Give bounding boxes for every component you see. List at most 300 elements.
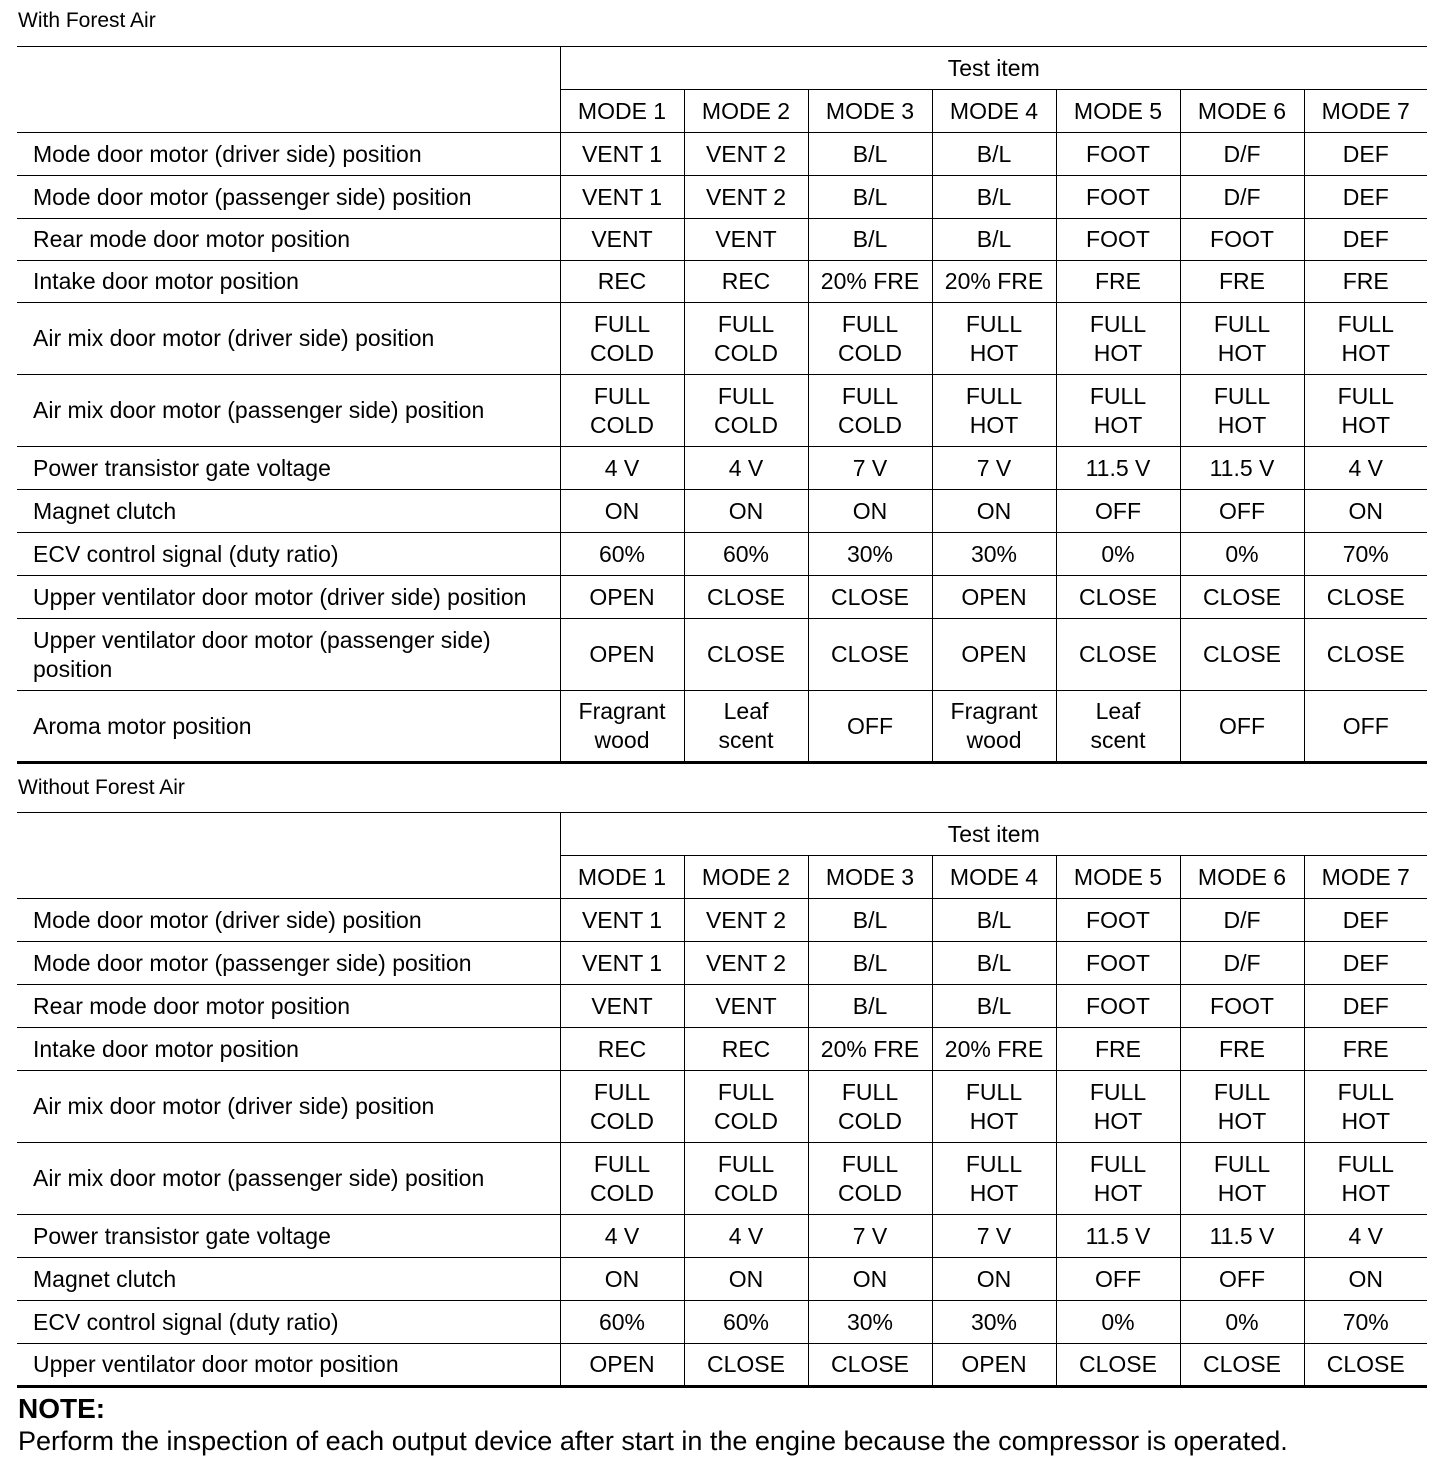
value-cell-mode-6	[1180, 447, 1304, 490]
note-text: Perform the inspection of each output device after start in the engine because the compressor is operated.	[18, 1426, 1288, 1456]
value-cell-mode-6	[1180, 133, 1304, 176]
value-cell-mode-1	[560, 691, 684, 763]
value-cell-mode-5	[1056, 447, 1180, 490]
value-cell-mode-7	[1304, 1301, 1427, 1344]
cell-text: COLD	[714, 1179, 778, 1206]
cell-text: COLD	[590, 1179, 654, 1206]
cell-text: HOT	[1217, 411, 1267, 438]
cell-text: HOT	[969, 339, 1019, 366]
note-block	[18, 1392, 1438, 1458]
cell-text: FULL	[593, 1150, 651, 1177]
value-cell-mode-2	[684, 985, 808, 1028]
value-cell-mode-4	[932, 1028, 1056, 1071]
mode-header-2: MODE 2	[684, 90, 808, 133]
value-cell-mode-5	[1056, 261, 1180, 303]
row-label: Upper ventilator door motor position	[17, 1344, 560, 1387]
value-cell-mode-7	[1304, 176, 1427, 219]
value-cell-mode-7	[1304, 533, 1427, 576]
value-cell-mode-5	[1056, 1215, 1180, 1258]
cell-text: B/L	[852, 992, 888, 1019]
value-cell-mode-7	[1304, 619, 1427, 691]
value-cell-mode-6	[1180, 261, 1304, 303]
value-cell-mode-2	[684, 1301, 808, 1344]
cell-text: 0%	[1225, 1308, 1259, 1335]
cell-text: HOT	[1093, 339, 1143, 366]
cell-text: scent	[718, 727, 774, 753]
value-cell-mode-2	[684, 1258, 808, 1301]
cell-text: COLD	[590, 411, 654, 438]
mode-header-5: MODE 5	[1056, 856, 1180, 899]
value-cell-mode-7	[1304, 1344, 1427, 1387]
row-label: Intake door motor position	[17, 261, 560, 303]
cell-text: D/F	[1223, 949, 1261, 976]
value-cell-mode-6	[1180, 576, 1304, 619]
value-cell-mode-4	[932, 1143, 1056, 1215]
value-cell-mode-2	[684, 1143, 808, 1215]
cell-text: OFF	[1095, 497, 1141, 524]
cell-text: 0%	[1101, 1308, 1135, 1335]
mode-header-6: MODE 6	[1180, 90, 1304, 133]
cell-text: OPEN	[961, 583, 1027, 610]
cell-text: COLD	[838, 411, 902, 438]
value-cell-mode-6	[1180, 303, 1304, 375]
cell-text: 11.5 V	[1085, 454, 1151, 481]
cell-text: VENT 1	[581, 140, 663, 167]
cell-text: VENT	[591, 992, 653, 1019]
value-cell-mode-1	[560, 303, 684, 375]
value-cell-mode-4	[932, 375, 1056, 447]
cell-text: FULL	[717, 382, 775, 409]
section-title-with-forest-air: With Forest Air	[18, 9, 156, 32]
value-cell-mode-2	[684, 447, 808, 490]
cell-text: FULL	[1337, 382, 1394, 409]
value-cell-mode-6	[1180, 1301, 1304, 1344]
cell-text: 70%	[1342, 1308, 1389, 1335]
value-cell-mode-7	[1304, 1258, 1427, 1301]
table-row	[17, 1301, 1427, 1344]
cell-text: 30%	[970, 540, 1018, 567]
value-cell-mode-1	[560, 261, 684, 303]
value-cell-mode-7	[1304, 942, 1427, 985]
cell-text: OPEN	[961, 1351, 1027, 1377]
cell-text: FOOT	[1210, 226, 1274, 252]
value-cell-mode-4	[932, 303, 1056, 375]
cell-text: B/L	[976, 226, 1012, 252]
mode-header-1: MODE 1	[560, 90, 684, 133]
value-cell-mode-6	[1180, 176, 1304, 219]
value-cell-mode-6	[1180, 1344, 1304, 1387]
cell-text: 20% FRE	[944, 268, 1044, 294]
cell-text: Leaf	[1095, 698, 1141, 724]
cell-text: REC	[597, 1035, 647, 1062]
cell-text: FRE	[1219, 268, 1265, 294]
cell-text: Fragrant	[578, 698, 666, 724]
cell-text: 30%	[970, 1308, 1018, 1335]
cell-text: COLD	[714, 339, 778, 366]
value-cell-mode-5	[1056, 490, 1180, 533]
value-cell-mode-5	[1056, 176, 1180, 219]
cell-text: FOOT	[1086, 949, 1150, 976]
cell-text: OFF	[1219, 712, 1265, 739]
cell-text: 20% FRE	[820, 1035, 920, 1062]
cell-text: ON	[852, 1265, 888, 1292]
mode-header-3: MODE 3	[808, 90, 932, 133]
mode-header-4: MODE 4	[932, 90, 1056, 133]
row-label: Mode door motor (driver side) position	[17, 133, 560, 176]
value-cell-mode-2	[684, 899, 808, 942]
cell-text: CLOSE	[1326, 641, 1405, 667]
value-cell-mode-1	[560, 490, 684, 533]
row-label: Magnet clutch	[17, 1258, 560, 1301]
value-cell-mode-1	[560, 1143, 684, 1215]
row-label: Upper ventilator door motor (passenger side) position	[17, 619, 560, 691]
cell-text: FULL	[841, 382, 899, 409]
value-cell-mode-6	[1180, 899, 1304, 942]
value-cell-mode-7	[1304, 576, 1427, 619]
value-cell-mode-3	[808, 1301, 932, 1344]
cell-text: FRE	[1095, 1035, 1141, 1062]
cell-text: REC	[721, 268, 771, 294]
cell-text: CLOSE	[831, 583, 909, 610]
cell-text: 60%	[722, 540, 770, 567]
value-cell-mode-6	[1180, 619, 1304, 691]
cell-text: REC	[597, 268, 647, 294]
table-row	[17, 985, 1427, 1028]
cell-text: FOOT	[1086, 226, 1150, 252]
cell-text: VENT 2	[705, 140, 787, 167]
cell-text: 4 V	[604, 454, 640, 481]
table-row	[17, 576, 1427, 619]
cell-text: FULL	[965, 1078, 1023, 1105]
cell-text: CLOSE	[1326, 583, 1405, 610]
cell-text: FULL	[841, 1078, 899, 1105]
cell-text: B/L	[976, 992, 1012, 1019]
value-cell-mode-4	[932, 985, 1056, 1028]
value-cell-mode-2	[684, 533, 808, 576]
cell-text: CLOSE	[831, 1351, 909, 1377]
cell-text: OFF	[1219, 1265, 1265, 1292]
cell-text: COLD	[838, 1179, 902, 1206]
table-row	[17, 942, 1427, 985]
cell-text: wood	[594, 727, 650, 753]
value-cell-mode-5	[1056, 1258, 1180, 1301]
value-cell-mode-1	[560, 1344, 684, 1387]
cell-text: HOT	[1093, 411, 1143, 438]
value-cell-mode-4	[932, 490, 1056, 533]
test-item-table-with-forest-air	[17, 46, 1427, 764]
value-cell-mode-3	[808, 1143, 932, 1215]
value-cell-mode-4	[932, 261, 1056, 303]
value-cell-mode-3	[808, 1215, 932, 1258]
cell-text: COLD	[590, 1107, 654, 1134]
cell-text: FULL	[1337, 310, 1394, 337]
value-cell-mode-6	[1180, 490, 1304, 533]
mode-header-1: MODE 1	[560, 856, 684, 899]
cell-text: wood	[966, 727, 1022, 753]
value-cell-mode-7	[1304, 1028, 1427, 1071]
cell-text: FULL	[593, 310, 651, 337]
cell-text: FULL	[717, 310, 775, 337]
cell-text: 11.5 V	[1209, 1222, 1275, 1249]
value-cell-mode-4	[932, 576, 1056, 619]
value-cell-mode-4	[932, 942, 1056, 985]
cell-text: FULL	[1213, 310, 1271, 337]
value-cell-mode-1	[560, 1258, 684, 1301]
value-cell-mode-5	[1056, 985, 1180, 1028]
value-cell-mode-5	[1056, 1344, 1180, 1387]
value-cell-mode-6	[1180, 533, 1304, 576]
cell-text: DEF	[1342, 992, 1389, 1019]
cell-text: 11.5 V	[1085, 1222, 1151, 1249]
table-row	[17, 133, 1427, 176]
cell-text: ON	[728, 497, 764, 524]
cell-text: 30%	[846, 540, 894, 567]
cell-text: COLD	[714, 1107, 778, 1134]
cell-text: ON	[1348, 497, 1383, 524]
value-cell-mode-5	[1056, 1028, 1180, 1071]
cell-text: scent	[1090, 727, 1146, 753]
value-cell-mode-7	[1304, 1143, 1427, 1215]
value-cell-mode-7	[1304, 375, 1427, 447]
value-cell-mode-4	[932, 619, 1056, 691]
value-cell-mode-1	[560, 447, 684, 490]
cell-text: CLOSE	[831, 641, 909, 667]
value-cell-mode-6	[1180, 691, 1304, 763]
row-label: Power transistor gate voltage	[17, 1215, 560, 1258]
cell-text: B/L	[976, 949, 1012, 976]
value-cell-mode-5	[1056, 375, 1180, 447]
test-item-header: Test item	[560, 813, 1427, 856]
cell-text: 4 V	[1348, 1222, 1384, 1249]
cell-text: VENT	[715, 992, 777, 1019]
cell-text: ON	[604, 1265, 640, 1292]
value-cell-mode-2	[684, 176, 808, 219]
cell-text: FULL	[1213, 1150, 1271, 1177]
value-cell-mode-1	[560, 1071, 684, 1143]
cell-text: HOT	[969, 411, 1019, 438]
cell-text: 70%	[1342, 540, 1389, 567]
cell-text: ON	[728, 1265, 764, 1292]
value-cell-mode-4	[932, 691, 1056, 763]
cell-text: CLOSE	[1203, 1351, 1281, 1377]
value-cell-mode-2	[684, 261, 808, 303]
cell-text: FULL	[965, 310, 1023, 337]
value-cell-mode-7	[1304, 219, 1427, 261]
cell-text: 7 V	[976, 1222, 1012, 1249]
cell-text: ON	[604, 497, 640, 524]
value-cell-mode-5	[1056, 691, 1180, 763]
cell-text: 7 V	[976, 454, 1012, 481]
cell-text: 60%	[598, 540, 646, 567]
value-cell-mode-7	[1304, 1215, 1427, 1258]
cell-text: OPEN	[589, 641, 655, 667]
value-cell-mode-5	[1056, 619, 1180, 691]
row-label: ECV control signal (duty ratio)	[17, 1301, 560, 1344]
cell-text: OPEN	[961, 641, 1027, 667]
value-cell-mode-1	[560, 176, 684, 219]
cell-text: HOT	[1217, 339, 1267, 366]
cell-text: FRE	[1342, 268, 1389, 294]
header-corner	[17, 813, 560, 899]
cell-text: B/L	[852, 140, 888, 167]
cell-text: ON	[1348, 1265, 1383, 1292]
cell-text: DEF	[1342, 906, 1389, 933]
cell-text: 60%	[598, 1308, 646, 1335]
cell-text: VENT	[591, 226, 653, 252]
value-cell-mode-3	[808, 1344, 932, 1387]
value-cell-mode-6	[1180, 985, 1304, 1028]
row-label: Aroma motor position	[17, 691, 560, 763]
row-label: Rear mode door motor position	[17, 985, 560, 1028]
cell-text: D/F	[1223, 906, 1261, 933]
value-cell-mode-6	[1180, 1071, 1304, 1143]
cell-text: ON	[852, 497, 888, 524]
value-cell-mode-3	[808, 942, 932, 985]
value-cell-mode-1	[560, 576, 684, 619]
table-row	[17, 533, 1427, 576]
cell-text: 0%	[1225, 540, 1259, 567]
mode-header-3: MODE 3	[808, 856, 932, 899]
table-row	[17, 1258, 1427, 1301]
value-cell-mode-2	[684, 619, 808, 691]
cell-text: FULL	[1337, 1150, 1394, 1177]
value-cell-mode-4	[932, 219, 1056, 261]
value-cell-mode-3	[808, 619, 932, 691]
cell-text: FOOT	[1086, 183, 1150, 210]
cell-text: FULL	[593, 382, 651, 409]
value-cell-mode-2	[684, 1344, 808, 1387]
cell-text: Leaf	[723, 698, 769, 724]
cell-text: COLD	[714, 411, 778, 438]
cell-text: HOT	[1341, 411, 1391, 438]
value-cell-mode-3	[808, 1028, 932, 1071]
value-cell-mode-4	[932, 176, 1056, 219]
value-cell-mode-7	[1304, 133, 1427, 176]
value-cell-mode-4	[932, 1301, 1056, 1344]
value-cell-mode-1	[560, 1028, 684, 1071]
cell-text: HOT	[969, 1179, 1019, 1206]
cell-text: FRE	[1219, 1035, 1265, 1062]
value-cell-mode-2	[684, 490, 808, 533]
row-label: Air mix door motor (passenger side) position	[17, 1143, 560, 1215]
cell-text: HOT	[1341, 1179, 1391, 1206]
cell-text: CLOSE	[1326, 1351, 1405, 1377]
value-cell-mode-7	[1304, 899, 1427, 942]
header-row-test-item	[17, 47, 1427, 90]
mode-header-6: MODE 6	[1180, 856, 1304, 899]
value-cell-mode-2	[684, 1215, 808, 1258]
row-label: Rear mode door motor position	[17, 219, 560, 261]
row-label: Magnet clutch	[17, 490, 560, 533]
cell-text: HOT	[1341, 1107, 1391, 1134]
mode-header-7: MODE 7	[1304, 90, 1427, 133]
value-cell-mode-1	[560, 985, 684, 1028]
row-label: Intake door motor position	[17, 1028, 560, 1071]
cell-text: FOOT	[1086, 140, 1150, 167]
cell-text: 7 V	[852, 1222, 888, 1249]
cell-text: B/L	[976, 906, 1012, 933]
cell-text: HOT	[1217, 1179, 1267, 1206]
value-cell-mode-2	[684, 942, 808, 985]
value-cell-mode-7	[1304, 490, 1427, 533]
cell-text: CLOSE	[707, 1351, 785, 1377]
table-row	[17, 447, 1427, 490]
value-cell-mode-4	[932, 533, 1056, 576]
cell-text: FULL	[1213, 1078, 1271, 1105]
cell-text: 7 V	[852, 454, 888, 481]
value-cell-mode-3	[808, 985, 932, 1028]
value-cell-mode-3	[808, 261, 932, 303]
value-cell-mode-1	[560, 1301, 684, 1344]
table-row	[17, 219, 1427, 261]
cell-text: 4 V	[728, 1222, 764, 1249]
table-row	[17, 1344, 1427, 1387]
cell-text: 30%	[846, 1308, 894, 1335]
value-cell-mode-3	[808, 576, 932, 619]
cell-text: OFF	[1095, 1265, 1141, 1292]
value-cell-mode-5	[1056, 942, 1180, 985]
value-cell-mode-3	[808, 1258, 932, 1301]
cell-text: 4 V	[728, 454, 764, 481]
cell-text: CLOSE	[707, 641, 785, 667]
cell-text: HOT	[1093, 1107, 1143, 1134]
cell-text: 60%	[722, 1308, 770, 1335]
cell-text: FULL	[1089, 382, 1147, 409]
cell-text: FRE	[1095, 268, 1141, 294]
table-row	[17, 1215, 1427, 1258]
value-cell-mode-3	[808, 1071, 932, 1143]
value-cell-mode-5	[1056, 533, 1180, 576]
value-cell-mode-3	[808, 176, 932, 219]
value-cell-mode-6	[1180, 375, 1304, 447]
cell-text: B/L	[852, 906, 888, 933]
row-label: Air mix door motor (driver side) position	[17, 1071, 560, 1143]
cell-text: FULL	[965, 1150, 1023, 1177]
value-cell-mode-6	[1180, 1028, 1304, 1071]
cell-text: ON	[976, 497, 1012, 524]
value-cell-mode-7	[1304, 1071, 1427, 1143]
value-cell-mode-2	[684, 576, 808, 619]
value-cell-mode-4	[932, 1071, 1056, 1143]
cell-text: VENT 1	[581, 183, 663, 210]
value-cell-mode-5	[1056, 1301, 1180, 1344]
table-row	[17, 176, 1427, 219]
cell-text: VENT 1	[581, 906, 663, 933]
cell-text: OFF	[1342, 712, 1389, 739]
value-cell-mode-3	[808, 691, 932, 763]
cell-text: FULL	[1213, 382, 1271, 409]
cell-text: FULL	[717, 1078, 775, 1105]
value-cell-mode-4	[932, 899, 1056, 942]
cell-text: 4 V	[1348, 454, 1384, 481]
cell-text: VENT 2	[705, 183, 787, 210]
value-cell-mode-2	[684, 375, 808, 447]
cell-text: VENT 2	[705, 949, 787, 976]
row-label: Mode door motor (passenger side) position	[17, 942, 560, 985]
cell-text: D/F	[1223, 140, 1261, 167]
cell-text: HOT	[1217, 1107, 1267, 1134]
mode-header-2: MODE 2	[684, 856, 808, 899]
cell-text: 4 V	[604, 1222, 640, 1249]
cell-text: CLOSE	[1203, 641, 1281, 667]
value-cell-mode-7	[1304, 985, 1427, 1028]
cell-text: FULL	[1089, 1150, 1147, 1177]
row-label: Air mix door motor (driver side) position	[17, 303, 560, 375]
value-cell-mode-6	[1180, 1258, 1304, 1301]
cell-text: OPEN	[589, 583, 655, 610]
cell-text: CLOSE	[1079, 641, 1157, 667]
value-cell-mode-5	[1056, 303, 1180, 375]
